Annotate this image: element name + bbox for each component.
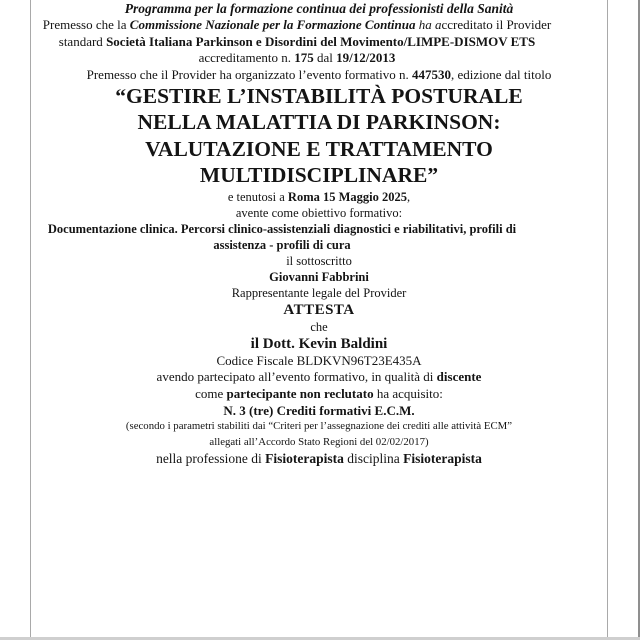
- participation-line: [31, 369, 607, 386]
- credits-amount: N. 3 (tre) Crediti formativi E.C.M.: [223, 403, 415, 418]
- premise-provider-accredited: ccreditato il Provider standard: [58, 17, 552, 49]
- attestation-verb: ATTESTA: [283, 301, 355, 318]
- accreditation-label: accreditamento n.: [198, 50, 295, 65]
- event-title: [31, 83, 607, 189]
- premise-provider-ha: ha a: [415, 17, 442, 32]
- accreditation-number: 175: [294, 50, 314, 65]
- premise-provider: [31, 17, 563, 67]
- profession-line: [31, 450, 607, 467]
- recruitment-tail: ha acquisito:: [373, 385, 443, 401]
- provider-name: Società Italiana Parkinson e Disordini del Movimento/LIMPE-DISMOV ETS: [106, 33, 536, 49]
- accreditation-date: 19/12/2013: [336, 50, 396, 65]
- profession-lead: nella professione di: [156, 451, 266, 466]
- venue-line: [31, 189, 607, 205]
- participant-fiscal-code: Codice Fiscale BLDKVN96T23E435A: [216, 352, 422, 368]
- attestation-che: che: [310, 319, 328, 334]
- commission-name: Commissione Nazionale per la Formazione Continua: [129, 17, 416, 32]
- event-number: 447530: [412, 66, 451, 82]
- signatory-role: Rappresentante legale del Provider: [231, 285, 407, 300]
- venue-block: [31, 189, 607, 221]
- recruitment-status: partecipante non reclutato: [226, 385, 374, 401]
- premise-event-tail: , edizione dal titolo: [451, 66, 552, 82]
- event-title-line: VALUTAZIONE E TRATTAMENTO: [145, 136, 493, 161]
- signatory-intro: il sottoscritto: [286, 253, 352, 268]
- accreditation-dal: dal: [313, 50, 337, 65]
- discipline-name: Fisioterapista: [403, 451, 482, 466]
- venue-place-date: Roma 15 Maggio 2025: [287, 189, 408, 204]
- recruitment-lead: come: [195, 385, 227, 401]
- event-title-line: MULTIDISCIPLINARE”: [199, 163, 439, 187]
- event-title-line: NELLA MALATTIA DI PARKINSON:: [137, 110, 501, 134]
- profession-name: Fisioterapista: [265, 451, 344, 466]
- recruitment-line: [31, 386, 607, 403]
- premise-event: [31, 67, 607, 83]
- credits-note-line: allegati all’Accordo Stato Regioni del 02/02/2017): [209, 435, 429, 448]
- objective-text: Documentazione clinica. Percorsi clinico-assistenziali diagnostici e riabilitativi, profili di assistenza - profili di cura: [47, 221, 517, 252]
- page-border-right: [607, 0, 608, 640]
- signatory-block: [31, 253, 607, 301]
- event-title-line: “GESTIRE L’INSTABILITÀ POSTURALE: [115, 83, 523, 108]
- certificate-content: [31, 0, 607, 467]
- premise-event-lead: Premesso che il Provider ha organizzato l’evento formativo n.: [86, 66, 412, 82]
- discipline-lead: disciplina: [343, 451, 404, 466]
- signatory-name: Giovanni Fabbrini: [269, 269, 369, 284]
- participant-details: [31, 353, 607, 403]
- participation-lead: avendo partecipato all’evento formativo, in qualità di: [156, 369, 437, 384]
- credits-note-line: (secondo i parametri stabiliti dai “Criteri per l’assegnazione dei crediti alle attività ECM”: [125, 420, 513, 432]
- program-header: Programma per la formazione continua dei professionisti della Sanità: [124, 1, 514, 16]
- participant-quality: discente: [436, 369, 482, 384]
- venue-lead: e tenutosi a: [227, 189, 288, 204]
- credits-note: [31, 419, 607, 450]
- venue-comma: ,: [407, 189, 411, 204]
- objective-label: avente come obiettivo formativo:: [235, 205, 403, 220]
- participant-name: il Dott. Kevin Baldini: [250, 335, 388, 352]
- premise-provider-lead: Premesso che la: [42, 17, 130, 32]
